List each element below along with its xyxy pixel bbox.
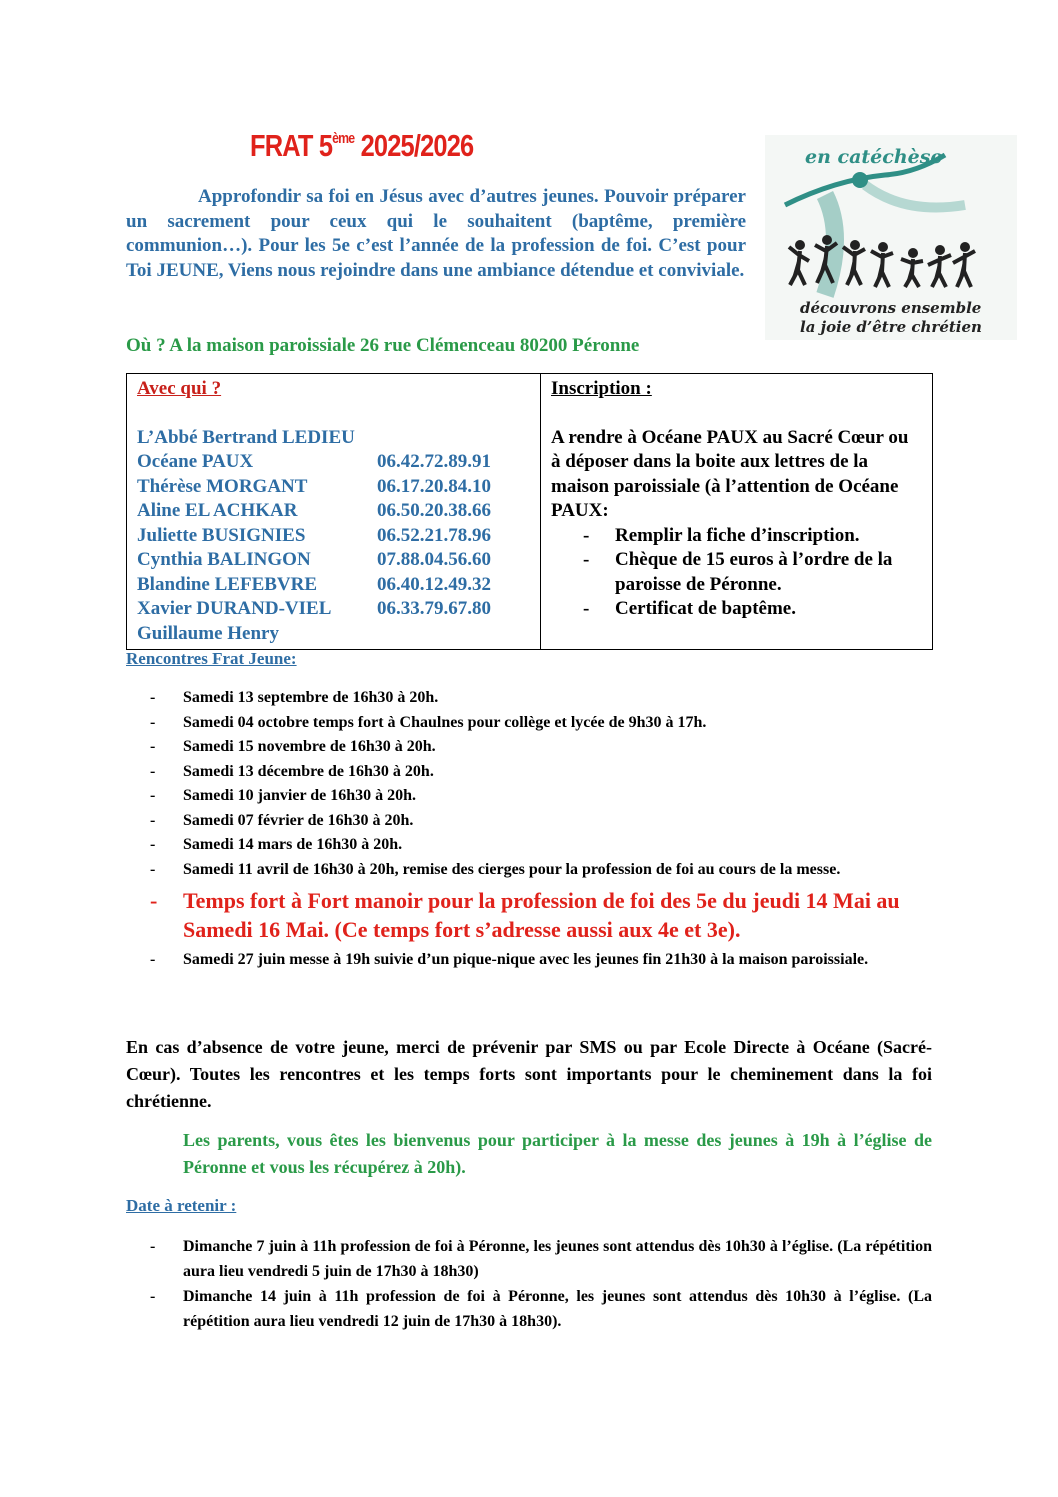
parents-paragraph: Les parents, vous êtes les bienvenus pour participer à la messe des jeunes à 19h à l’église de Péronne et vous les récupérez à 20h).	[183, 1130, 932, 1177]
intro-text: Approfondir sa foi en Jésus avec d’autres jeunes. Pouvoir préparer un sacrement pour ceux qui le souhaitent (baptême, première communion…). Pour les 5e c’est l’année de la profession de foi. C’est pour Toi JEUNE, Viens nous rejoindre dans une ambiance détendue et conviviale.	[126, 186, 746, 281]
contact-name: Guillaume Henry	[137, 622, 279, 644]
dates-section	[126, 1196, 236, 1216]
meeting-item: - Samedi 15 novembre de 16h30 à 20h.	[126, 735, 932, 760]
inscription-cell	[541, 374, 933, 650]
meeting-item: - Samedi 13 décembre de 16h30 à 20h.	[126, 760, 932, 785]
meetings-heading: Rencontres Frat Jeune:	[126, 649, 297, 668]
contact-phone: 06.40.12.49.32	[377, 573, 491, 595]
meeting-item: - Samedi 07 février de 16h30 à 20h.	[126, 809, 932, 834]
meetings-list	[126, 686, 932, 973]
logo-bottom-text-1: découvrons ensemble	[800, 299, 982, 317]
inscription-text: A rendre à Océane PAUX au Sacré Cœur ou à déposer dans la boite aux lettres de la maison paroissiale (à l’attention de Océane PAUX:	[551, 426, 909, 521]
dates-heading: Date à retenir :	[126, 1196, 237, 1215]
date-item: - Dimanche 7 juin à 11h profession de foi à Péronne, les jeunes sont attendus dès 10h30 à l’église. (La répétition aura lieu vendredi 5 juin de 17h30 à 18h30)	[126, 1234, 932, 1284]
contact-name: Aline EL ACHKAR	[137, 500, 298, 521]
meeting-item: - Samedi 14 mars de 16h30 à 20h.	[126, 833, 932, 858]
inscription-list	[551, 524, 922, 622]
title-sup: ème	[332, 130, 355, 147]
logo-top-text: en catéchèse	[805, 146, 943, 168]
inscription-item: - Chèque de 15 euros à l’ordre de la paroisse de Péronne.	[551, 548, 922, 597]
contact-name: Cynthia BALINGON	[137, 549, 311, 570]
contact-phone: 07.88.04.56.60	[377, 549, 491, 570]
inscription-heading: Inscription :	[551, 378, 652, 399]
meeting-item: - Samedi 13 septembre de 16h30 à 20h.	[126, 686, 932, 711]
contact-row	[137, 475, 530, 500]
contact-row	[137, 573, 530, 598]
intro-paragraph	[126, 185, 746, 283]
contact-row	[137, 524, 530, 549]
date-item: - Dimanche 14 juin à 11h profession de foi à Péronne, les jeunes sont attendus dès 10h30 à l’église. (La répétition aura lieu vendredi 12 juin de 17h30 à 18h30).	[126, 1284, 932, 1334]
contact-row	[137, 450, 530, 475]
contact-name: Xavier DURAND-VIEL	[137, 598, 332, 619]
contact-name: Blandine LEFEBVRE	[137, 573, 318, 595]
catechese-logo-graphic	[765, 135, 1017, 340]
catechese-logo	[765, 135, 1017, 340]
meeting-item: - Samedi 11 avril de 16h30 à 20h, remise des cierges pour la profession de foi au cours de la messe.	[126, 858, 932, 883]
contact-row	[137, 499, 530, 524]
contact-row	[137, 597, 530, 622]
info-table	[126, 373, 933, 650]
logo-bottom-text-2: la joie d’être chrétien	[800, 318, 982, 336]
inscription-item: - Certificat de baptême.	[551, 597, 922, 622]
contacts-cell	[127, 374, 541, 650]
meeting-item: - Samedi 04 octobre temps fort à Chaulnes pour collège et lycée de 9h30 à 17h.	[126, 711, 932, 736]
contact-phone: 06.52.21.78.96	[377, 524, 491, 546]
inscription-item: - Remplir la fiche d’inscription.	[551, 524, 922, 549]
meeting-item: - Samedi 10 janvier de 16h30 à 20h.	[126, 784, 932, 809]
location-line: Où ? A la maison paroissiale 26 rue Clémenceau 80200 Péronne	[126, 335, 640, 356]
contact-name: Thérèse MORGANT	[137, 475, 308, 497]
contact-name: Océane PAUX	[137, 451, 254, 472]
title-year: 2025/2026	[354, 128, 474, 163]
contacts-leader: L’Abbé Bertrand LEDIEU	[137, 426, 355, 448]
contact-phone: 06.33.79.67.80	[377, 598, 491, 619]
contacts-list	[137, 450, 530, 646]
contact-row	[137, 548, 530, 573]
meeting-item-last: - Samedi 27 juin messe à 19h suivie d’un pique-nique avec les jeunes fin 21h30 à la maison paroissiale.	[126, 948, 932, 973]
contact-row	[137, 622, 530, 647]
page-title	[250, 128, 473, 164]
contact-phone: 06.17.20.84.10	[377, 475, 491, 497]
title-main: FRAT 5	[250, 128, 333, 163]
contacts-heading: Avec qui ?	[137, 378, 222, 399]
contact-phone: 06.42.72.89.91	[377, 451, 491, 472]
absence-paragraph: En cas d’absence de votre jeune, merci de prévenir par SMS ou par Ecole Directe à Océane (Sacré-Cœur). Toutes les rencontres et les temps forts sont importants pour le cheminement dans la foi chrétienne.	[126, 1037, 932, 1111]
dates-list	[126, 1234, 932, 1334]
contact-name: Juliette BUSIGNIES	[137, 524, 306, 546]
meeting-highlight: - Temps fort à Fort manoir pour la profession de foi des 5e du jeudi 14 Mai au Samedi 16 Mai. (Ce temps fort s’adresse aussi aux 4e et 3e).	[126, 886, 932, 944]
contact-phone: 06.50.20.38.66	[377, 500, 491, 521]
meetings-section	[126, 649, 297, 669]
